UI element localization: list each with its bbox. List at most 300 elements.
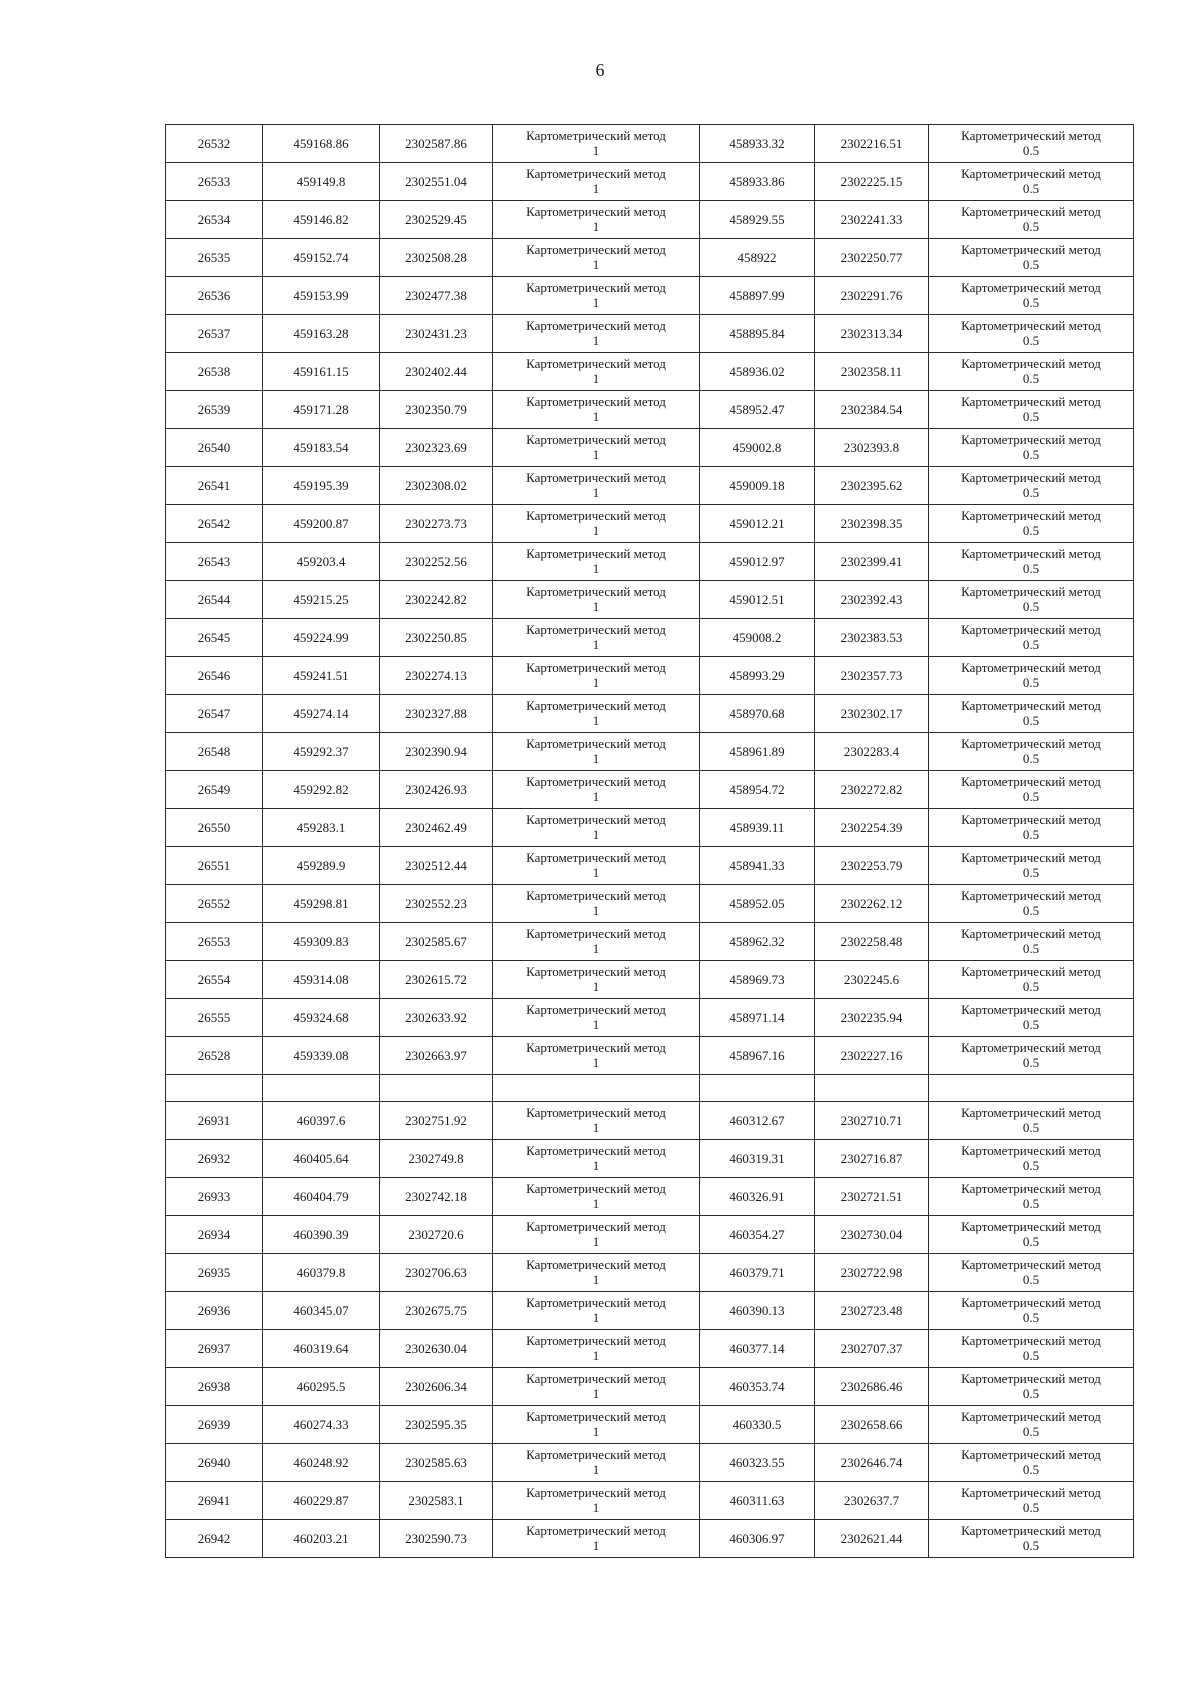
x-coordinate-cell: 460203.21 — [263, 1520, 380, 1558]
y-coordinate-cell: 2302242.82 — [380, 581, 493, 619]
table-row — [166, 1216, 1134, 1254]
table-row — [166, 1520, 1134, 1558]
method-accuracy: 1 — [592, 219, 600, 234]
y-coordinate-cell: 2302595.35 — [380, 1406, 493, 1444]
table-row — [166, 771, 1134, 809]
y-coordinate-cell: 2302621.44 — [815, 1520, 929, 1558]
method-accuracy: 1 — [592, 143, 600, 158]
y-coordinate-cell: 2302398.35 — [815, 505, 929, 543]
y-coordinate-cell: 2302291.76 — [815, 277, 929, 315]
method-accuracy: 0.5 — [1022, 485, 1040, 500]
method-accuracy: 1 — [592, 713, 600, 728]
y-coordinate-cell: 2302686.46 — [815, 1368, 929, 1406]
y-coordinate-cell: 2302583.1 — [380, 1482, 493, 1520]
point-number-cell: 26942 — [166, 1520, 263, 1558]
y-coordinate-cell: 2302225.15 — [815, 163, 929, 201]
y-coordinate-cell: 2302241.33 — [815, 201, 929, 239]
method-label: Картометрический метод — [526, 508, 666, 523]
point-number-cell: 26934 — [166, 1216, 263, 1254]
method-accuracy: 1 — [592, 599, 600, 614]
y-coordinate-cell: 2302742.18 — [380, 1178, 493, 1216]
y-coordinate-cell: 2302274.13 — [380, 657, 493, 695]
method-accuracy: 1 — [592, 789, 600, 804]
method-label: Картометрический метод — [526, 774, 666, 789]
method-label: Картометрический метод — [526, 850, 666, 865]
method-label: Картометрический метод — [961, 280, 1101, 295]
method-label: Картометрический метод — [961, 128, 1101, 143]
method-accuracy: 1 — [592, 1234, 600, 1249]
method-label: Картометрический метод — [961, 736, 1101, 751]
x-coordinate-cell: 458969.73 — [700, 961, 815, 999]
method-accuracy: 1 — [592, 903, 600, 918]
y-coordinate-cell: 2302730.04 — [815, 1216, 929, 1254]
x-coordinate-cell: 459012.97 — [700, 543, 815, 581]
method-label: Картометрический метод — [526, 584, 666, 599]
x-coordinate-cell: 459215.25 — [263, 581, 380, 619]
x-coordinate-cell: 459339.08 — [263, 1037, 380, 1075]
x-coordinate-cell: 459309.83 — [263, 923, 380, 961]
method-cell — [493, 505, 700, 543]
x-coordinate-cell: 459195.39 — [263, 467, 380, 505]
point-number-cell: 26545 — [166, 619, 263, 657]
y-coordinate-cell: 2302399.41 — [815, 543, 929, 581]
x-coordinate-cell: 460354.27 — [700, 1216, 815, 1254]
method-label: Картометрический метод — [961, 1257, 1101, 1272]
x-coordinate-cell: 460377.14 — [700, 1330, 815, 1368]
table-row — [166, 505, 1134, 543]
y-coordinate-cell: 2302393.8 — [815, 429, 929, 467]
method-accuracy: 1 — [592, 1348, 600, 1363]
y-coordinate-cell: 2302749.8 — [380, 1140, 493, 1178]
x-coordinate-cell: 460345.07 — [263, 1292, 380, 1330]
method-label: Картометрический метод — [526, 622, 666, 637]
method-cell — [493, 277, 700, 315]
method-cell — [493, 771, 700, 809]
method-cell — [493, 695, 700, 733]
y-coordinate-cell: 2302350.79 — [380, 391, 493, 429]
y-coordinate-cell: 2302716.87 — [815, 1140, 929, 1178]
method-cell — [929, 1292, 1134, 1330]
y-coordinate-cell: 2302477.38 — [380, 277, 493, 315]
point-number-cell: 26548 — [166, 733, 263, 771]
method-accuracy: 0.5 — [1022, 561, 1040, 576]
method-label: Картометрический метод — [526, 1002, 666, 1017]
method-cell — [493, 1178, 700, 1216]
method-cell — [493, 467, 700, 505]
method-label: Картометрический метод — [526, 1371, 666, 1386]
method-cell — [493, 619, 700, 657]
point-number-cell: 26940 — [166, 1444, 263, 1482]
method-cell — [929, 391, 1134, 429]
method-cell — [493, 163, 700, 201]
y-coordinate-cell: 2302751.92 — [380, 1102, 493, 1140]
method-accuracy: 0.5 — [1022, 447, 1040, 462]
point-number-cell: 26544 — [166, 581, 263, 619]
method-cell — [493, 1482, 700, 1520]
method-cell — [929, 695, 1134, 733]
method-accuracy: 1 — [592, 409, 600, 424]
x-coordinate-cell: 460330.5 — [700, 1406, 815, 1444]
point-number-cell: 26535 — [166, 239, 263, 277]
x-coordinate-cell: 458970.68 — [700, 695, 815, 733]
method-cell — [929, 505, 1134, 543]
point-number-cell: 26534 — [166, 201, 263, 239]
x-coordinate-cell: 459163.28 — [263, 315, 380, 353]
y-coordinate-cell: 2302606.34 — [380, 1368, 493, 1406]
method-accuracy: 1 — [592, 1158, 600, 1173]
method-label: Картометрический метод — [526, 1523, 666, 1538]
method-label: Картометрический метод — [961, 1181, 1101, 1196]
method-accuracy: 1 — [592, 1017, 600, 1032]
x-coordinate-cell: 459146.82 — [263, 201, 380, 239]
method-cell — [493, 1037, 700, 1075]
y-coordinate-cell: 2302395.62 — [815, 467, 929, 505]
method-cell — [493, 429, 700, 467]
method-cell — [929, 467, 1134, 505]
empty-cell — [380, 1075, 493, 1102]
y-coordinate-cell: 2302646.74 — [815, 1444, 929, 1482]
x-coordinate-cell: 459012.21 — [700, 505, 815, 543]
x-coordinate-cell: 458939.11 — [700, 809, 815, 847]
y-coordinate-cell: 2302722.98 — [815, 1254, 929, 1292]
y-coordinate-cell: 2302308.02 — [380, 467, 493, 505]
x-coordinate-cell: 460312.67 — [700, 1102, 815, 1140]
method-label: Картометрический метод — [526, 1040, 666, 1055]
method-cell — [929, 1444, 1134, 1482]
point-number-cell: 26541 — [166, 467, 263, 505]
point-number-cell: 26528 — [166, 1037, 263, 1075]
method-label: Картометрический метод — [526, 1295, 666, 1310]
x-coordinate-cell: 459012.51 — [700, 581, 815, 619]
y-coordinate-cell: 2302658.66 — [815, 1406, 929, 1444]
method-label: Картометрический метод — [961, 1523, 1101, 1538]
method-cell — [493, 1406, 700, 1444]
method-cell — [493, 1140, 700, 1178]
y-coordinate-cell: 2302245.6 — [815, 961, 929, 999]
method-accuracy: 1 — [592, 257, 600, 272]
x-coordinate-cell: 460319.31 — [700, 1140, 815, 1178]
method-cell — [493, 1520, 700, 1558]
method-cell — [493, 1216, 700, 1254]
method-label: Картометрический метод — [961, 1143, 1101, 1158]
y-coordinate-cell: 2302615.72 — [380, 961, 493, 999]
point-number-cell: 26537 — [166, 315, 263, 353]
x-coordinate-cell: 459200.87 — [263, 505, 380, 543]
method-label: Картометрический метод — [961, 1295, 1101, 1310]
x-coordinate-cell: 459203.4 — [263, 543, 380, 581]
method-cell — [929, 125, 1134, 163]
table-row — [166, 1037, 1134, 1075]
method-accuracy: 0.5 — [1022, 409, 1040, 424]
x-coordinate-cell: 459292.37 — [263, 733, 380, 771]
method-cell — [929, 543, 1134, 581]
method-accuracy: 0.5 — [1022, 637, 1040, 652]
table-row — [166, 619, 1134, 657]
table-row — [166, 695, 1134, 733]
x-coordinate-cell: 458941.33 — [700, 847, 815, 885]
y-coordinate-cell: 2302250.85 — [380, 619, 493, 657]
table-row — [166, 467, 1134, 505]
table-row — [166, 885, 1134, 923]
y-coordinate-cell: 2302272.82 — [815, 771, 929, 809]
method-accuracy: 1 — [592, 675, 600, 690]
method-label: Картометрический метод — [961, 774, 1101, 789]
method-label: Картометрический метод — [526, 888, 666, 903]
y-coordinate-cell: 2302258.48 — [815, 923, 929, 961]
y-coordinate-cell: 2302216.51 — [815, 125, 929, 163]
point-number-cell: 26549 — [166, 771, 263, 809]
method-accuracy: 1 — [592, 523, 600, 538]
x-coordinate-cell: 458936.02 — [700, 353, 815, 391]
y-coordinate-cell: 2302302.17 — [815, 695, 929, 733]
y-coordinate-cell: 2302707.37 — [815, 1330, 929, 1368]
method-accuracy: 0.5 — [1022, 979, 1040, 994]
point-number-cell: 26938 — [166, 1368, 263, 1406]
y-coordinate-cell: 2302720.6 — [380, 1216, 493, 1254]
method-accuracy: 0.5 — [1022, 827, 1040, 842]
method-cell — [929, 1178, 1134, 1216]
x-coordinate-cell: 460274.33 — [263, 1406, 380, 1444]
x-coordinate-cell: 459314.08 — [263, 961, 380, 999]
y-coordinate-cell: 2302723.48 — [815, 1292, 929, 1330]
point-number-cell: 26540 — [166, 429, 263, 467]
x-coordinate-cell: 458895.84 — [700, 315, 815, 353]
method-cell — [929, 277, 1134, 315]
method-accuracy: 1 — [592, 637, 600, 652]
method-accuracy: 0.5 — [1022, 1386, 1040, 1401]
method-accuracy: 0.5 — [1022, 1196, 1040, 1211]
coordinates-table-body — [166, 125, 1134, 1558]
point-number-cell: 26936 — [166, 1292, 263, 1330]
x-coordinate-cell: 458952.47 — [700, 391, 815, 429]
x-coordinate-cell: 458967.16 — [700, 1037, 815, 1075]
method-accuracy: 0.5 — [1022, 599, 1040, 614]
empty-cell — [700, 1075, 815, 1102]
y-coordinate-cell: 2302384.54 — [815, 391, 929, 429]
method-label: Картометрический метод — [526, 204, 666, 219]
method-cell — [929, 429, 1134, 467]
method-cell — [929, 163, 1134, 201]
table-row — [166, 657, 1134, 695]
method-label: Картометрический метод — [961, 812, 1101, 827]
x-coordinate-cell: 459168.86 — [263, 125, 380, 163]
method-accuracy: 0.5 — [1022, 789, 1040, 804]
method-accuracy: 0.5 — [1022, 713, 1040, 728]
point-number-cell: 26937 — [166, 1330, 263, 1368]
method-accuracy: 1 — [592, 1120, 600, 1135]
point-number-cell: 26939 — [166, 1406, 263, 1444]
method-accuracy: 0.5 — [1022, 865, 1040, 880]
point-number-cell: 26551 — [166, 847, 263, 885]
method-cell — [929, 999, 1134, 1037]
method-cell — [929, 733, 1134, 771]
y-coordinate-cell: 2302551.04 — [380, 163, 493, 201]
method-cell — [929, 619, 1134, 657]
method-cell — [929, 1482, 1134, 1520]
method-accuracy: 0.5 — [1022, 1158, 1040, 1173]
y-coordinate-cell: 2302633.92 — [380, 999, 493, 1037]
method-label: Картометрический метод — [961, 926, 1101, 941]
y-coordinate-cell: 2302721.51 — [815, 1178, 929, 1216]
point-number-cell: 26552 — [166, 885, 263, 923]
method-accuracy: 1 — [592, 1462, 600, 1477]
x-coordinate-cell: 460404.79 — [263, 1178, 380, 1216]
y-coordinate-cell: 2302552.23 — [380, 885, 493, 923]
method-label: Картометрический метод — [961, 166, 1101, 181]
point-number-cell: 26935 — [166, 1254, 263, 1292]
method-cell — [493, 1292, 700, 1330]
method-label: Картометрический метод — [526, 660, 666, 675]
x-coordinate-cell: 460326.91 — [700, 1178, 815, 1216]
method-accuracy: 1 — [592, 1055, 600, 1070]
empty-cell — [929, 1075, 1134, 1102]
method-label: Картометрический метод — [526, 546, 666, 561]
y-coordinate-cell: 2302508.28 — [380, 239, 493, 277]
table-row — [166, 733, 1134, 771]
method-label: Картометрический метод — [526, 1333, 666, 1348]
empty-cell — [263, 1075, 380, 1102]
y-coordinate-cell: 2302227.16 — [815, 1037, 929, 1075]
x-coordinate-cell: 460306.97 — [700, 1520, 815, 1558]
point-number-cell: 26941 — [166, 1482, 263, 1520]
method-accuracy: 1 — [592, 865, 600, 880]
method-accuracy: 0.5 — [1022, 1234, 1040, 1249]
x-coordinate-cell: 460295.5 — [263, 1368, 380, 1406]
x-coordinate-cell: 460390.39 — [263, 1216, 380, 1254]
table-row — [166, 809, 1134, 847]
method-cell — [929, 923, 1134, 961]
method-label: Картометрический метод — [526, 242, 666, 257]
method-cell — [929, 239, 1134, 277]
separator-row — [166, 1075, 1134, 1102]
method-label: Картометрический метод — [526, 1447, 666, 1462]
method-accuracy: 0.5 — [1022, 1538, 1040, 1553]
method-label: Картометрический метод — [526, 698, 666, 713]
method-cell — [493, 885, 700, 923]
x-coordinate-cell: 460379.8 — [263, 1254, 380, 1292]
method-accuracy: 0.5 — [1022, 371, 1040, 386]
method-cell — [929, 809, 1134, 847]
table-row — [166, 391, 1134, 429]
method-cell — [493, 1330, 700, 1368]
method-label: Картометрический метод — [526, 812, 666, 827]
x-coordinate-cell: 459152.74 — [263, 239, 380, 277]
table-row — [166, 1102, 1134, 1140]
empty-cell — [815, 1075, 929, 1102]
x-coordinate-cell: 459153.99 — [263, 277, 380, 315]
method-label: Картометрический метод — [526, 394, 666, 409]
method-label: Картометрический метод — [526, 1219, 666, 1234]
x-coordinate-cell: 460353.74 — [700, 1368, 815, 1406]
method-accuracy: 1 — [592, 827, 600, 842]
x-coordinate-cell: 459283.1 — [263, 809, 380, 847]
point-number-cell: 26933 — [166, 1178, 263, 1216]
x-coordinate-cell: 458933.86 — [700, 163, 815, 201]
y-coordinate-cell: 2302585.63 — [380, 1444, 493, 1482]
x-coordinate-cell: 459324.68 — [263, 999, 380, 1037]
method-cell — [929, 1330, 1134, 1368]
y-coordinate-cell: 2302392.43 — [815, 581, 929, 619]
method-cell — [493, 809, 700, 847]
method-label: Картометрический метод — [961, 318, 1101, 333]
x-coordinate-cell: 460390.13 — [700, 1292, 815, 1330]
y-coordinate-cell: 2302587.86 — [380, 125, 493, 163]
method-label: Картометрический метод — [526, 318, 666, 333]
x-coordinate-cell: 458961.89 — [700, 733, 815, 771]
method-accuracy: 1 — [592, 941, 600, 956]
method-accuracy: 1 — [592, 1196, 600, 1211]
method-accuracy: 1 — [592, 1538, 600, 1553]
y-coordinate-cell: 2302283.4 — [815, 733, 929, 771]
method-label: Картометрический метод — [961, 204, 1101, 219]
method-accuracy: 0.5 — [1022, 1424, 1040, 1439]
method-label: Картометрический метод — [961, 356, 1101, 371]
x-coordinate-cell: 458993.29 — [700, 657, 815, 695]
method-accuracy: 0.5 — [1022, 675, 1040, 690]
method-label: Картометрический метод — [961, 888, 1101, 903]
x-coordinate-cell: 460379.71 — [700, 1254, 815, 1292]
method-cell — [493, 733, 700, 771]
method-cell — [929, 581, 1134, 619]
method-cell — [493, 125, 700, 163]
method-cell — [929, 1520, 1134, 1558]
x-coordinate-cell: 458971.14 — [700, 999, 815, 1037]
point-number-cell: 26554 — [166, 961, 263, 999]
method-cell — [493, 1102, 700, 1140]
y-coordinate-cell: 2302250.77 — [815, 239, 929, 277]
x-coordinate-cell: 459002.8 — [700, 429, 815, 467]
method-cell — [493, 999, 700, 1037]
empty-cell — [493, 1075, 700, 1102]
method-label: Картометрический метод — [526, 1143, 666, 1158]
method-label: Картометрический метод — [526, 964, 666, 979]
method-label: Картометрический метод — [961, 1447, 1101, 1462]
y-coordinate-cell: 2302313.34 — [815, 315, 929, 353]
method-label: Картометрический метод — [961, 850, 1101, 865]
method-label: Картометрический метод — [526, 1485, 666, 1500]
x-coordinate-cell: 458922 — [700, 239, 815, 277]
method-label: Картометрический метод — [526, 470, 666, 485]
y-coordinate-cell: 2302512.44 — [380, 847, 493, 885]
method-accuracy: 1 — [592, 295, 600, 310]
y-coordinate-cell: 2302630.04 — [380, 1330, 493, 1368]
method-label: Картометрический метод — [961, 1002, 1101, 1017]
method-cell — [493, 961, 700, 999]
method-label: Картометрический метод — [961, 242, 1101, 257]
y-coordinate-cell: 2302390.94 — [380, 733, 493, 771]
y-coordinate-cell: 2302663.97 — [380, 1037, 493, 1075]
table-row — [166, 999, 1134, 1037]
page-number: 6 — [595, 60, 605, 80]
y-coordinate-cell: 2302706.63 — [380, 1254, 493, 1292]
x-coordinate-cell: 460405.64 — [263, 1140, 380, 1178]
point-number-cell: 26547 — [166, 695, 263, 733]
method-cell — [493, 201, 700, 239]
method-label: Картометрический метод — [526, 128, 666, 143]
method-accuracy: 1 — [592, 1310, 600, 1325]
method-accuracy: 0.5 — [1022, 941, 1040, 956]
y-coordinate-cell: 2302323.69 — [380, 429, 493, 467]
method-accuracy: 0.5 — [1022, 257, 1040, 272]
y-coordinate-cell: 2302585.67 — [380, 923, 493, 961]
method-accuracy: 1 — [592, 371, 600, 386]
method-cell — [493, 923, 700, 961]
x-coordinate-cell: 459171.28 — [263, 391, 380, 429]
y-coordinate-cell: 2302235.94 — [815, 999, 929, 1037]
x-coordinate-cell: 458929.55 — [700, 201, 815, 239]
coordinates-table — [165, 124, 1134, 1558]
method-accuracy: 1 — [592, 1500, 600, 1515]
